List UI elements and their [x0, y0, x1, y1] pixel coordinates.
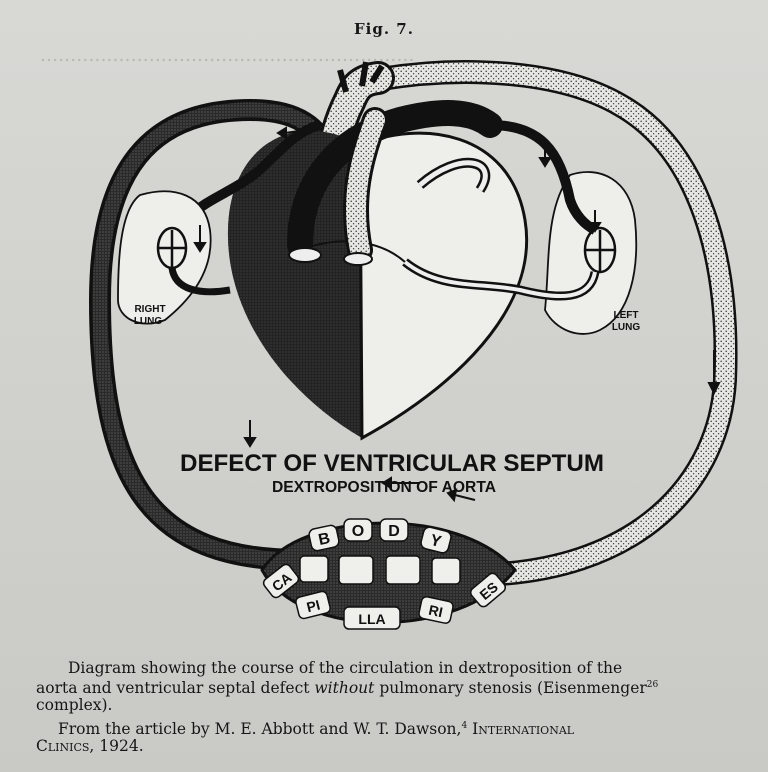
capillaries-segment: PI [304, 596, 322, 616]
figure-caption [36, 660, 726, 714]
left-lung-label: LEFT [613, 310, 639, 321]
capillaries-segment: ES [476, 578, 501, 603]
caption-line-3: complex). [36, 696, 113, 715]
body-letter: O [351, 523, 365, 540]
credit-line-2: Clinics, 1924. [36, 737, 144, 756]
capillaries-segment: RI [427, 601, 445, 621]
credit-journal: International [472, 720, 575, 739]
bleed-through-text: .............................................................. [40, 44, 415, 66]
credit-reference-number: 4 [461, 721, 468, 731]
body-letter: B [316, 529, 332, 549]
diagram-title: DEFECT OF VENTRICULAR SEPTUM [180, 450, 604, 477]
credit-line-1 [36, 718, 736, 738]
caption-line-1: Diagram showing the course of the circulation in dextroposition of the [68, 659, 623, 677]
right-lung-label: RIGHT [134, 304, 166, 315]
caption-line-2-end: pulmonary stenosis (Eisenmenger [374, 679, 647, 698]
right-lung-capillaries [158, 228, 186, 268]
caption-emphasis: without [314, 679, 375, 698]
diagram-subtitle: DEXTROPOSITION OF AORTA [272, 479, 497, 496]
caption-reference-number: 26 [646, 680, 659, 690]
aortic-valve [344, 253, 372, 265]
caption-line-2 [36, 677, 726, 697]
credit-text: From the article by M. E. Abbott and W. T. Dawson, [58, 720, 462, 739]
right-lung-label-2: LUNG [133, 316, 163, 327]
figure-label: Fig. 7. [354, 20, 414, 38]
body-letter: D [388, 523, 400, 540]
pulmonary-valve [289, 248, 321, 262]
caption-line-2-start: aorta and ventricular septal defect [36, 679, 315, 698]
left-lung-capillaries [585, 228, 615, 272]
figure-credit [36, 718, 736, 755]
body-letter: Y [428, 531, 443, 551]
left-lung-label-2: LUNG [611, 322, 641, 333]
capillaries-segment: CA [268, 569, 295, 595]
capillaries-segment: LLA [358, 611, 386, 627]
